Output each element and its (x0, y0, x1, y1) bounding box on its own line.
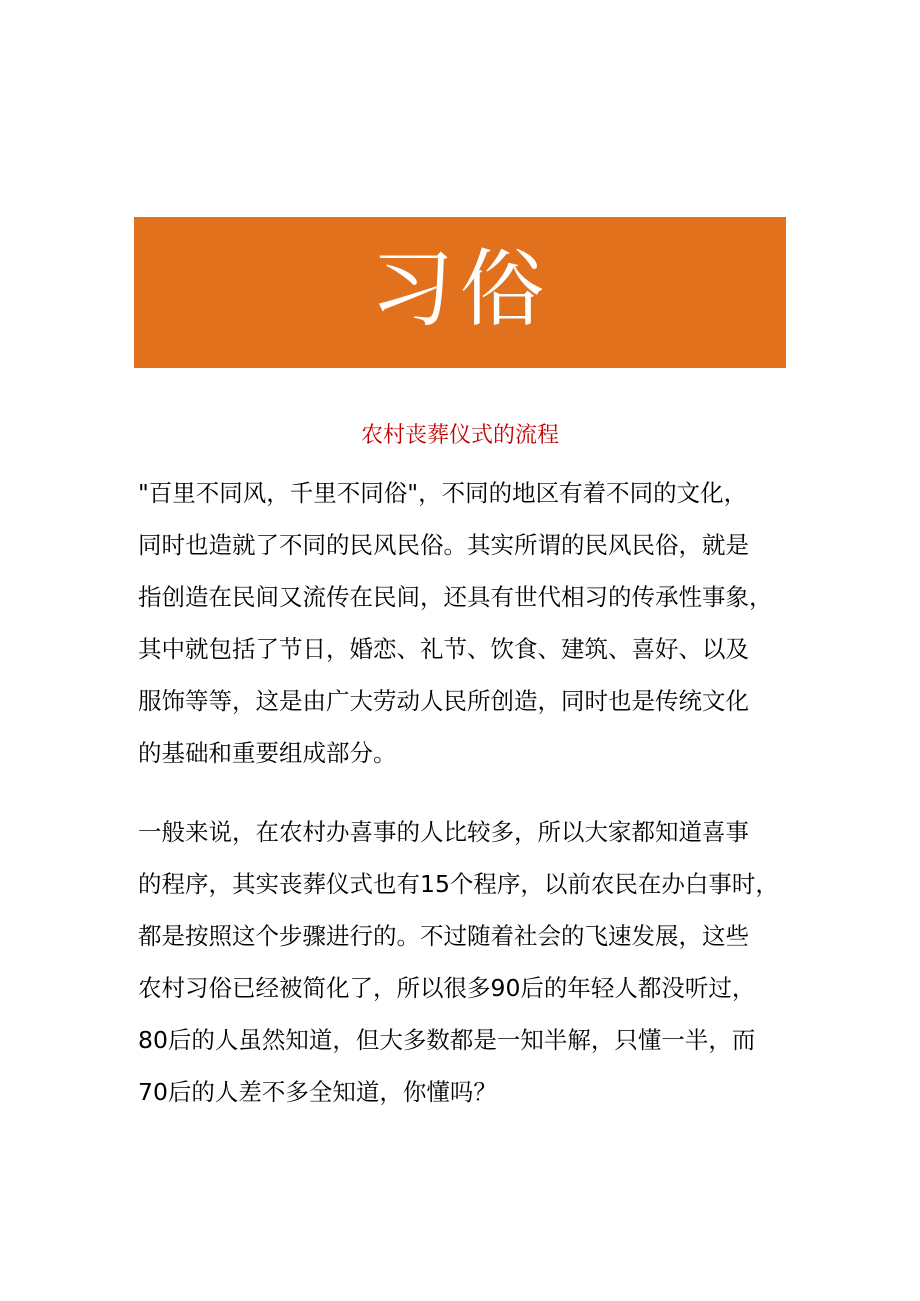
paragraph-main (138, 806, 790, 1118)
paragraph-line: "百里不同风，千里不同俗"，不同的地区有着不同的文化， (138, 479, 748, 507)
paragraph-line: 一般来说，在农村办喜事的人比较多，所以大家都知道喜事 (138, 818, 749, 846)
paragraph-line: 的程序，其实丧葬仪式也有15个程序，以前农民在办白事时， (138, 870, 779, 898)
paragraph-line: 指创造在民间又流传在民间，还具有世代相习的传承性事象， (138, 583, 773, 611)
article-subtitle: 农村丧葬仪式的流程 (360, 423, 559, 448)
paragraph-line: 都是按照这个步骤进行的。不过随着社会的飞速发展，这些 (138, 922, 749, 950)
banner-title: 习俗 (369, 239, 550, 338)
title-banner (134, 217, 786, 368)
paragraph-line: 服饰等等，这是由广大劳动人民所创造，同时也是传统文化 (138, 687, 749, 715)
paragraph-line: 80后的人虽然知道，但大多数都是一知半解，只懂一半，而 (138, 1026, 756, 1054)
paragraph-line: 70后的人差不多全知道，你懂吗？ (138, 1078, 497, 1106)
paragraph-line: 农村习俗已经被简化了，所以很多90后的年轻人都没听过， (138, 974, 756, 1002)
paragraph-intro (138, 467, 790, 779)
paragraph-line: 同时也造就了不同的民风民俗。其实所谓的民风民俗，就是 (138, 531, 749, 559)
paragraph-line: 其中就包括了节日，婚恋、礼节、饮食、建筑、喜好、以及 (138, 635, 749, 663)
paragraph-line: 的基础和重要组成部分。 (138, 739, 397, 767)
